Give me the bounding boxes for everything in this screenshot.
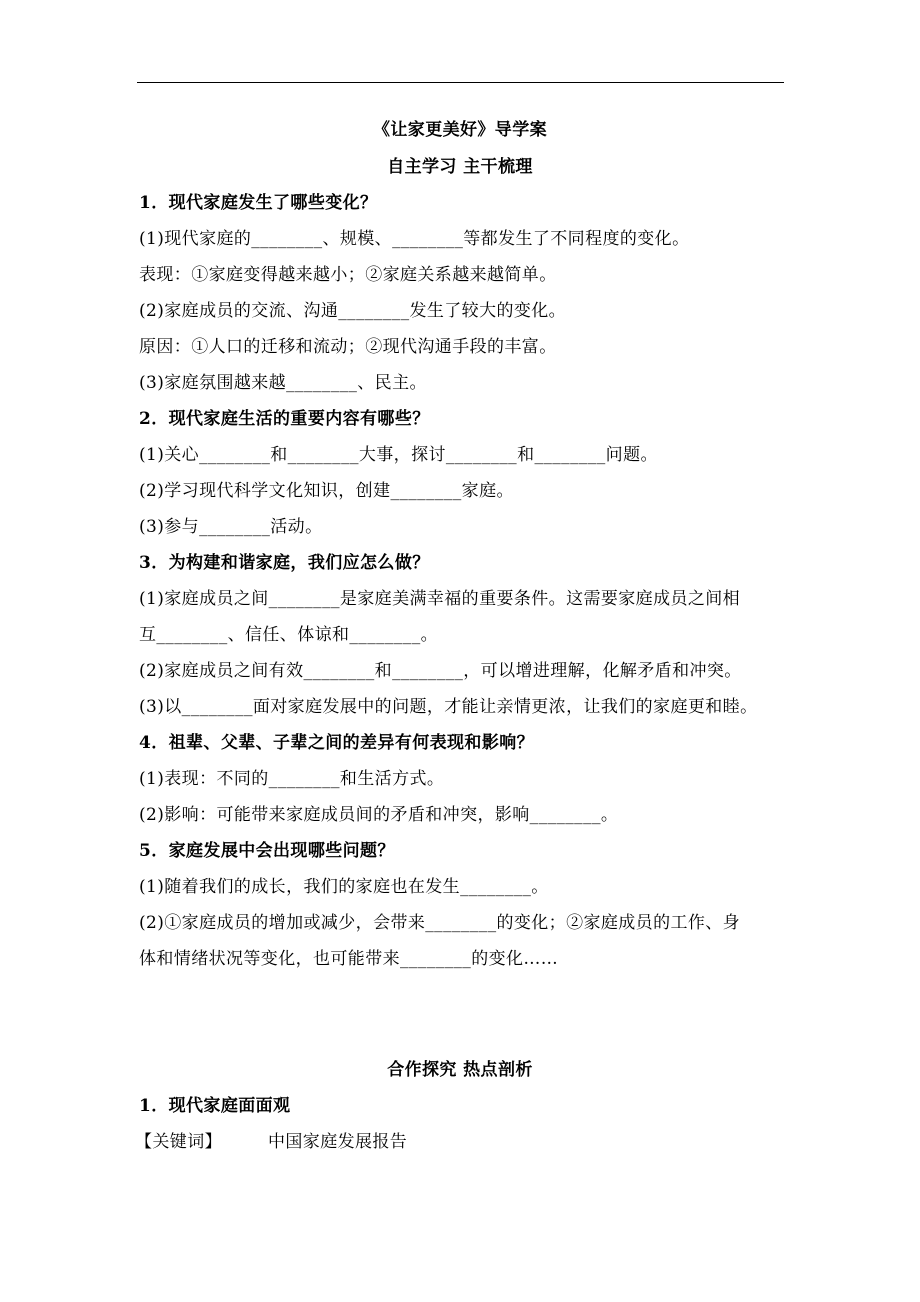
q3-item-1b: 互________、信任、体谅和________。 <box>139 625 438 645</box>
q1-item-1: (1)现代家庭的________、规模、________等都发生了不同程度的变化。 <box>139 229 690 249</box>
q5-item-1: (1)随着我们的成长，我们的家庭也在发生________。 <box>139 877 549 897</box>
document-title: 《让家更美好》导学案 <box>373 120 547 140</box>
question-4-title: 4．祖辈、父辈、子辈之间的差异有何表现和影响？ <box>139 733 535 753</box>
q3-item-2: (2)家庭成员之间有效________和________，可以增进理解，化解矛盾和冲突。 <box>139 661 742 681</box>
keyword-value: 中国家庭发展报告 <box>268 1132 408 1152</box>
q2-item-3: (3)参与________活动。 <box>139 517 323 537</box>
section-heading-self-study: 自主学习 主干梳理 <box>387 157 533 177</box>
section-heading-cooperation: 合作探究 热点剖析 <box>387 1060 533 1080</box>
question-3-title: 3．为构建和谐家庭，我们应怎么做？ <box>139 553 430 573</box>
keyword-label: 【关键词】 <box>135 1132 222 1152</box>
q4-item-2: (2)影响：可能带来家庭成员间的矛盾和冲突，影响________。 <box>139 805 619 825</box>
explore-item-1-title: 1．现代家庭面面观 <box>139 1096 291 1116</box>
q1-performance: 表现：①家庭变得越来越小；②家庭关系越来越简单。 <box>139 265 557 285</box>
question-1-title: 1．现代家庭发生了哪些变化？ <box>139 193 378 213</box>
q2-item-1: (1)关心________和________大事，探讨________和________问题。 <box>139 445 658 465</box>
q3-item-1a: (1)家庭成员之间________是家庭美满幸福的重要条件。这需要家庭成员之间相 <box>139 589 741 609</box>
q1-item-2: (2)家庭成员的交流、沟通________发生了较大的变化。 <box>139 301 567 321</box>
q5-item-2b: 体和情绪状况等变化，也可能带来________的变化…… <box>139 949 559 969</box>
header-rule <box>137 82 784 83</box>
q1-item-3: (3)家庭氛围越来越________、民主。 <box>139 373 427 393</box>
q1-reason: 原因：①人口的迁移和流动；②现代沟通手段的丰富。 <box>139 337 557 357</box>
q5-item-2a: (2)①家庭成员的增加或减少，会带来________的变化；②家庭成员的工作、身 <box>139 913 741 933</box>
q2-item-2: (2)学习现代科学文化知识，创建________家庭。 <box>139 481 514 501</box>
question-5-title: 5．家庭发展中会出现哪些问题？ <box>139 841 395 861</box>
question-2-title: 2．现代家庭生活的重要内容有哪些？ <box>139 409 430 429</box>
q4-item-1: (1)表现：不同的________和生活方式。 <box>139 769 445 789</box>
q3-item-3: (3)以________面对家庭发展中的问题，才能让亲情更浓，让我们的家庭更和睦。 <box>139 697 758 717</box>
